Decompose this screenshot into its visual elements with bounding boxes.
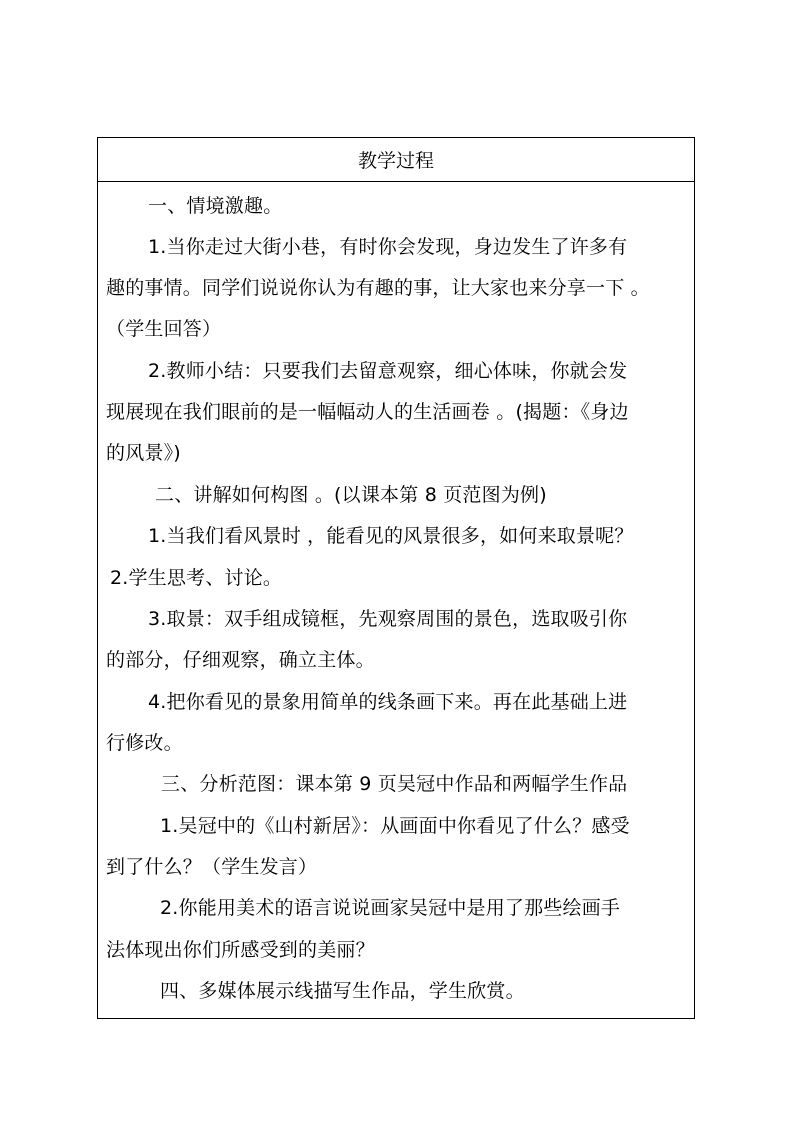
paragraph-line: 的部分，仔细观察，确立主体。 (106, 649, 375, 671)
paragraph-line: 1.当你走过大街小巷，有时你会发现，身边发生了许多有 (148, 236, 628, 258)
section-heading-4: 四、多媒体展示线描写生作品，学生欣赏。 (160, 980, 525, 1002)
table-content-cell (98, 182, 694, 1018)
paragraph-line: 2.你能用美术的语言说说画家吴冠中是用了那些绘画手 (160, 897, 621, 919)
paragraph-line: 1.吴冠中的《山村新居》：从画面中你看见了什么？感受 (160, 815, 630, 837)
section-heading-3: 三、分析范图：课本第 9 页吴冠中作品和两幅学生作品 (161, 773, 628, 795)
paragraph-line: （学生回答） (106, 318, 222, 340)
paragraph-line: 趣的事情。同学们说说你认为有趣的事，让大家也来分享一下 。 (106, 277, 650, 299)
paragraph-line: 4.把你看见的景象用简单的线条画下来。再在此基础上进 (148, 691, 628, 713)
paragraph-line: 2.学生思考、讨论。 (110, 567, 283, 589)
section-heading-2: 二、讲解如何构图 。(以课本第 8 页范图为例) (155, 484, 547, 506)
section-heading-1: 一、情境激趣。 (148, 195, 283, 217)
paragraph-line: 到了什么？（学生发言） (106, 856, 318, 878)
paragraph-line: 3.取景：双手组成镜框，先观察周围的景色，选取吸引你 (148, 608, 628, 630)
paragraph-line: 行修改。 (106, 732, 183, 754)
paragraph-line: 现展现在我们眼前的是一幅幅动人的生活画卷 。(揭题：《身边 (106, 401, 629, 423)
paragraph-line: 法体现出你们所感受到的美丽？ (106, 939, 375, 961)
paragraph-line: 2.教师小结：只要我们去留意观察，细心体味，你就会发 (148, 360, 628, 382)
lesson-table (97, 137, 695, 1019)
paragraph-line: 的风景》) (106, 442, 181, 464)
paragraph-line: 1.当我们看风景时 ，能看见的风景很多，如何来取景呢？ (148, 525, 634, 547)
table-header-cell (98, 138, 694, 182)
table-header-title: 教学过程 (357, 150, 434, 172)
